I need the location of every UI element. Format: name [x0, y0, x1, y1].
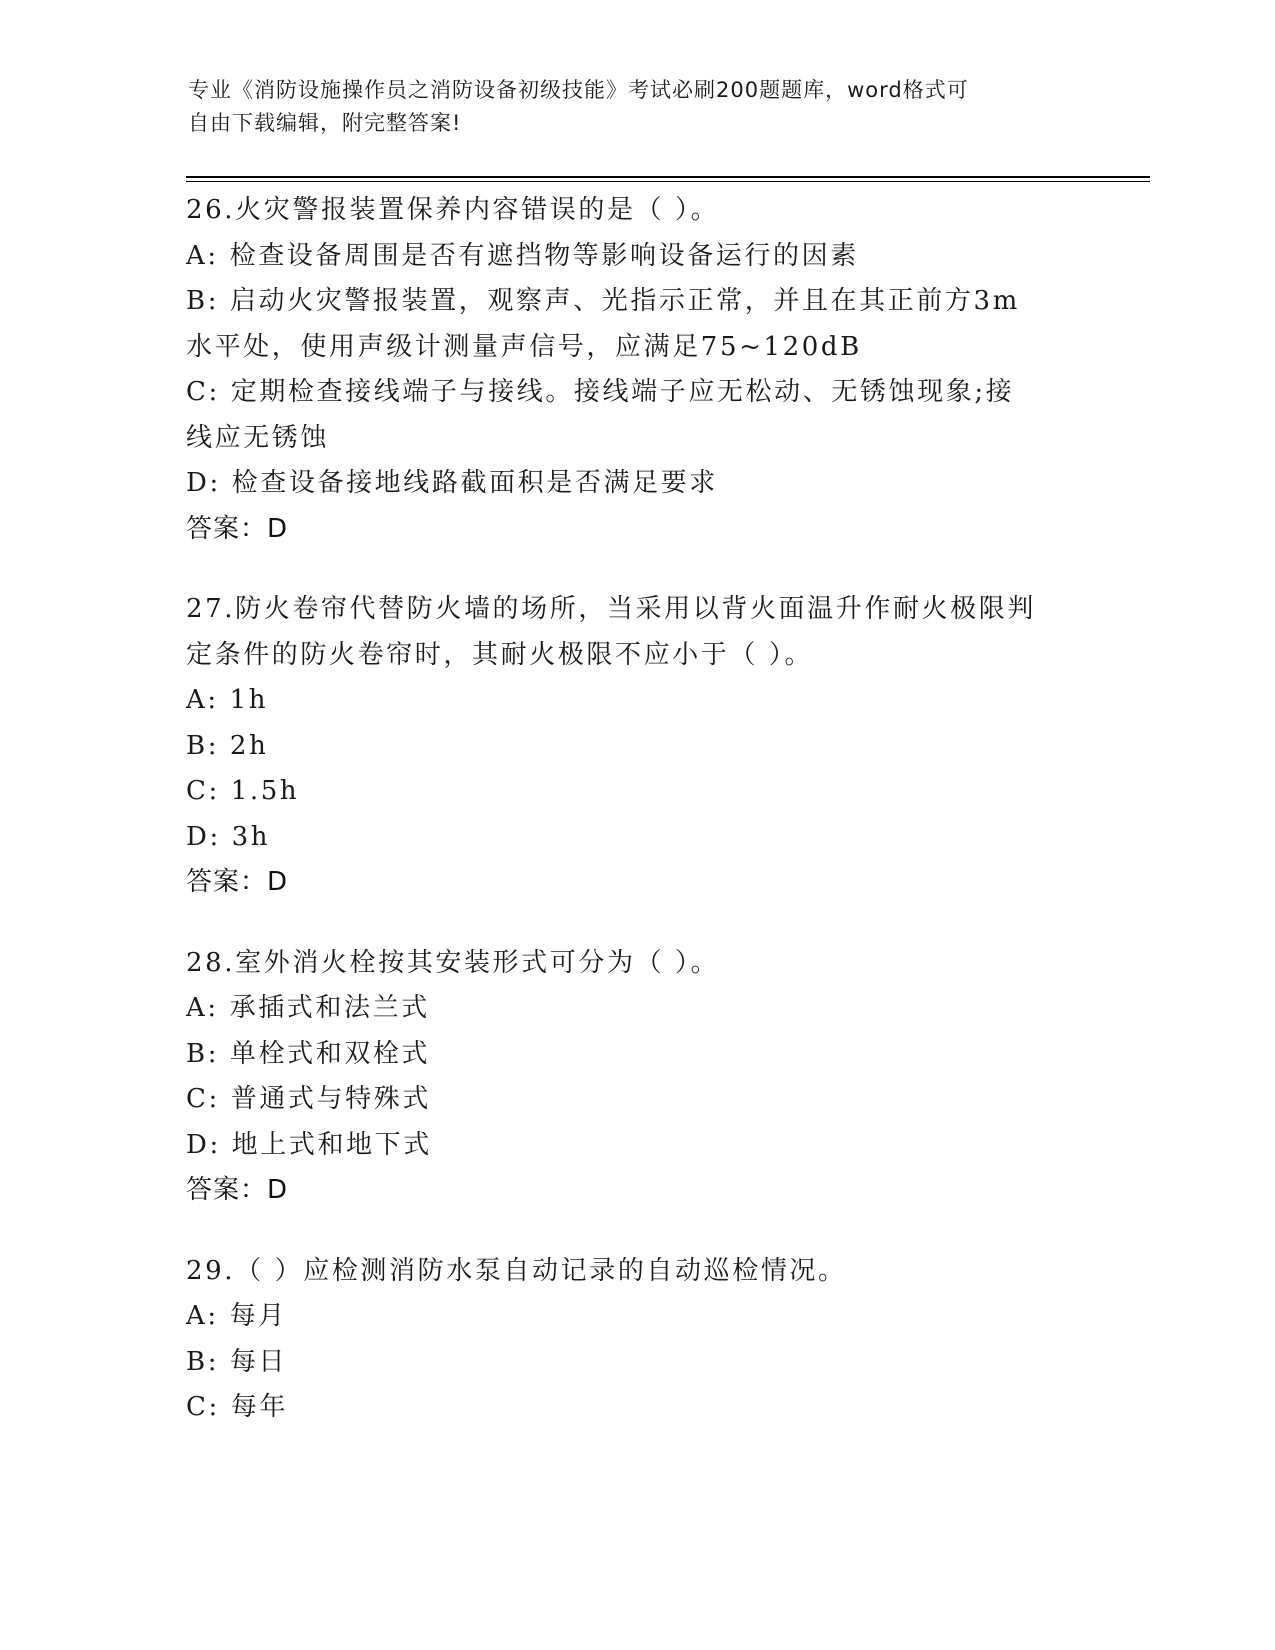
option-c: C: 普通式与特殊式 [186, 1084, 431, 1114]
header-title-line-1: 专业《消防设施操作员之消防设备初级技能》考试必刷200题题库，word格式可 [188, 78, 969, 102]
answer-line [186, 860, 1086, 906]
question-28 [186, 941, 1086, 1214]
option-d: D: 检查设备接地线路截面积是否满足要求 [186, 468, 718, 498]
answer-value: D [267, 513, 289, 544]
header-title-line-2: 自由下载编辑，附完整答案! [188, 111, 462, 135]
option-d: D: 3h [186, 821, 271, 852]
question-list [186, 188, 1086, 1466]
option-a: A: 每月 [186, 1301, 287, 1331]
option-b: B: 启动火灾警报装置，观察声、光指示正常，并且在其正前方3m水平处，使用声级计测量声信号，应满足75~120dB [186, 286, 1020, 362]
answer-line [186, 1168, 1086, 1214]
answer-label: 答案： [186, 513, 268, 544]
question-stem: 27.防火卷帘代替防火墙的场所，当采用以背火面温升作耐火极限判定条件的防火卷帘时，其耐火极限不应小于（ ）。 [186, 594, 1036, 670]
answer-value: D [267, 1175, 289, 1205]
answer-label: 答案： [186, 1175, 268, 1205]
option-b: B: 每日 [186, 1346, 288, 1377]
header-divider-thick [186, 176, 1150, 178]
header-divider-thin [186, 181, 1150, 182]
option-a: A: 承插式和法兰式 [186, 993, 430, 1023]
question-stem: 26.火灾警报装置保养内容错误的是（ ）。 [186, 195, 720, 225]
answer-line [186, 507, 1086, 553]
question-stem: 28.室外消火栓按其安装形式可分为（ ）。 [186, 947, 720, 978]
option-a: A: 1h [186, 685, 269, 715]
option-b: B: 2h [186, 730, 269, 761]
question-27 [186, 587, 1086, 906]
answer-value: D [267, 867, 289, 897]
option-a: A: 检查设备周围是否有遮挡物等影响设备运行的因素 [186, 240, 859, 271]
option-d: D: 地上式和地下式 [186, 1129, 432, 1160]
document-header [188, 74, 1068, 140]
question-29 [186, 1249, 1086, 1431]
option-c: C: 定期检查接线端子与接线。接线端子应无松动、无锈蚀现象;接线应无锈蚀 [186, 377, 1015, 453]
question-stem: 29.（ ）应检测消防水泵自动记录的自动巡检情况。 [186, 1255, 847, 1286]
option-c: C: 每年 [186, 1392, 288, 1422]
option-c: C: 1.5h [186, 776, 300, 806]
question-26 [186, 188, 1086, 552]
answer-label: 答案： [186, 867, 268, 897]
option-b: B: 单栓式和双栓式 [186, 1038, 431, 1069]
